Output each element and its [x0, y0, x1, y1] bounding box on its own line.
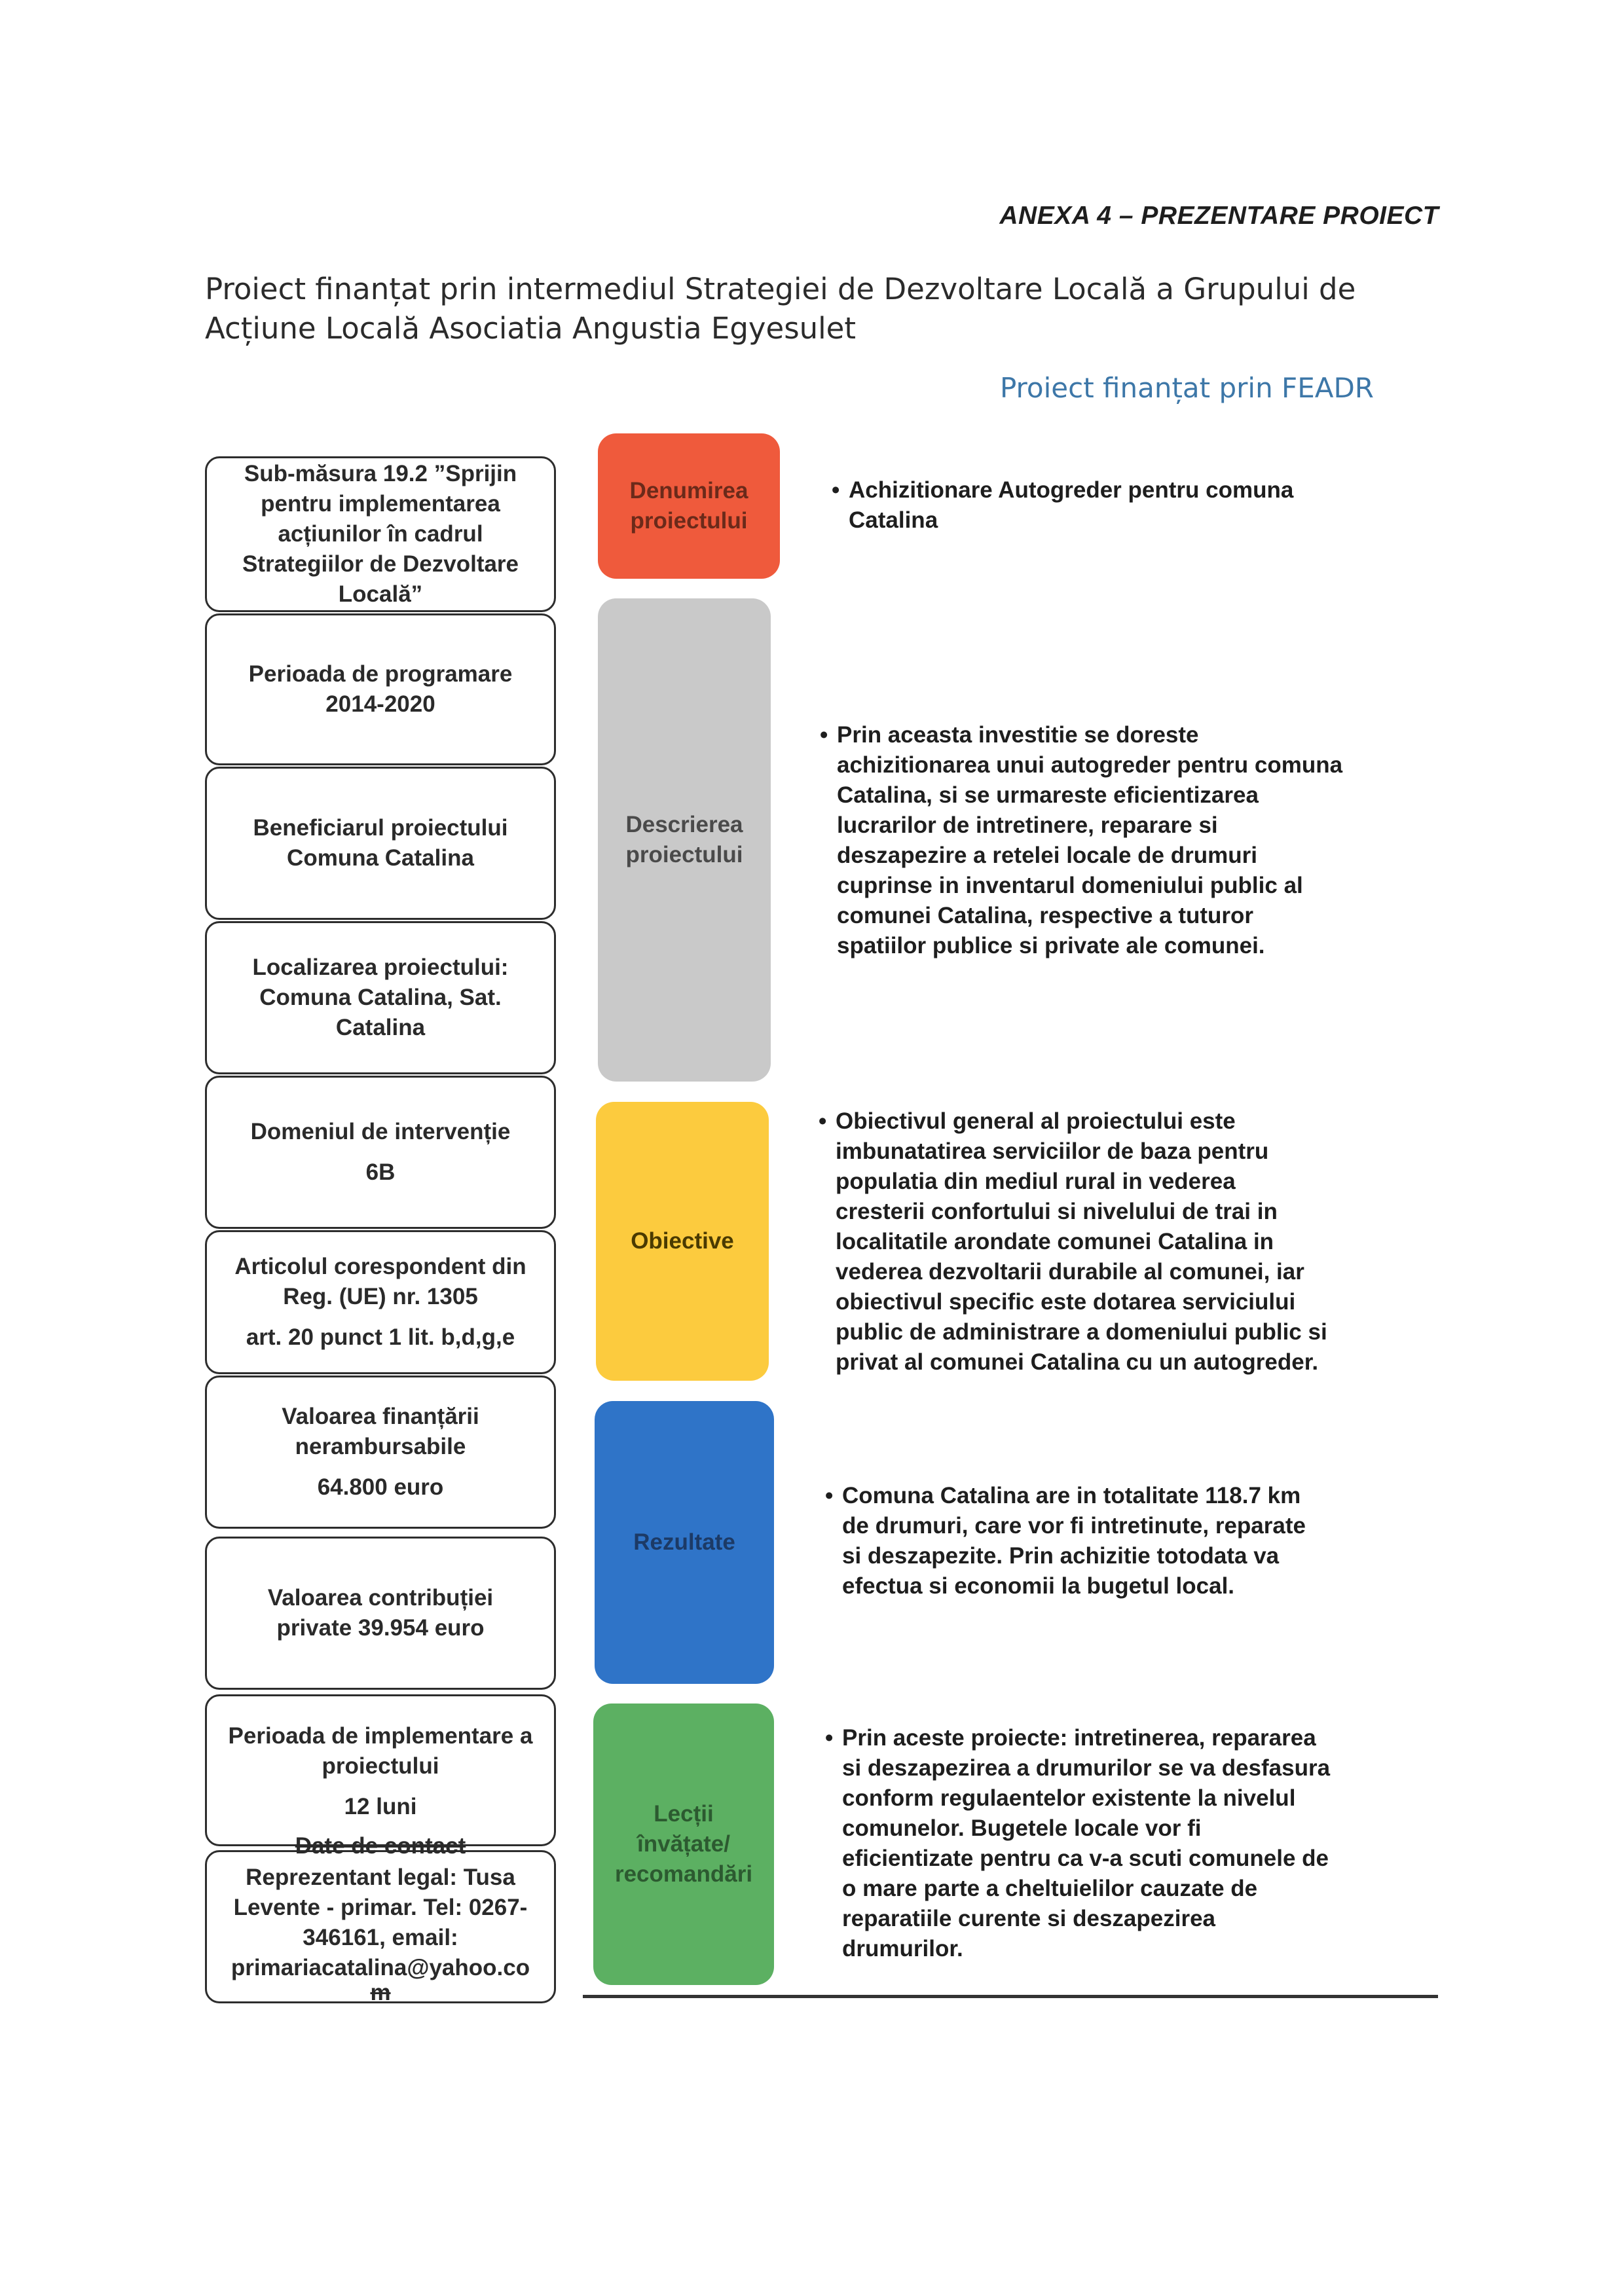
implementation-value: 12 luni	[344, 1794, 417, 1819]
section-lessons-line-2: învățate/	[637, 1831, 730, 1857]
contact-box	[205, 1850, 556, 2003]
description-objectives	[819, 1106, 1425, 1377]
submeasure-line-4: Strategiilor de Dezvoltare	[242, 551, 519, 577]
bottom-rule	[583, 1995, 1438, 1998]
description-line: spatiilor publice si private ale comunei.	[837, 933, 1265, 958]
description-results	[825, 1481, 1431, 1601]
section-name-line-1: Denumirea	[629, 478, 748, 503]
description-line: Catalina	[849, 507, 938, 533]
contact-title: Date de contact	[295, 1833, 466, 1859]
implementation-period-box	[205, 1694, 556, 1846]
description-line: obiectivul specific este dotarea serviciului	[836, 1289, 1296, 1315]
section-objectives-label: Obiective	[631, 1228, 734, 1254]
section-lessons-box	[593, 1704, 774, 1985]
article-value: art. 20 punct 1 lit. b,d,g,e	[246, 1324, 515, 1350]
document-title: Proiect finanțat prin intermediul Strategiei de Dezvoltare Locală a Grupului de Acțiune Locală Asociatia Angustia Egyesulet	[205, 272, 1356, 346]
description-line: Prin aceste proiecte: intretinerea, repararea	[842, 1725, 1316, 1751]
annex-label: ANEXA 4 – PREZENTARE PROIECT	[999, 202, 1439, 230]
beneficiary-value: Comuna Catalina	[287, 845, 474, 871]
section-results-box	[595, 1401, 774, 1684]
section-name-box	[598, 433, 780, 579]
bullet-icon: •	[819, 1108, 827, 1134]
private-contribution-box	[205, 1537, 556, 1690]
submeasure-line-2: pentru implementarea	[261, 491, 500, 517]
description-name	[832, 475, 1425, 536]
submeasure-box	[205, 456, 556, 612]
intervention-domain-label: Domeniul de intervenție	[250, 1119, 511, 1144]
description-line: o mare parte a cheltuielilor cauzate de	[842, 1876, 1258, 1901]
intervention-domain-value: 6B	[365, 1159, 396, 1185]
description-line: reparatiile curente si deszapezirea	[842, 1906, 1215, 1931]
grant-value-box	[205, 1376, 556, 1529]
description-description	[820, 720, 1426, 961]
description-line: privat al comunei Catalina cu un autogreder.	[836, 1349, 1319, 1375]
article-label-2: Reg. (UE) nr. 1305	[283, 1284, 478, 1309]
grant-label-2: nerambursabile	[295, 1434, 466, 1459]
description-line: Achizitionare Autogreder pentru comuna	[849, 477, 1294, 503]
submeasure-line-5: Locală”	[338, 581, 423, 607]
section-description-line-2: proiectului	[625, 842, 743, 867]
funding-source: Proiect finanțat prin FEADR	[999, 372, 1374, 404]
description-line: Comuna Catalina are in totalitate 118.7 km	[842, 1483, 1301, 1508]
section-lessons-line-3: recomandări	[614, 1861, 753, 1887]
description-line: cuprinse in inventarul domeniului public al	[837, 873, 1303, 898]
description-line: si deszapezite. Prin achizitie totodata va	[842, 1543, 1280, 1569]
description-line: drumurilor.	[842, 1936, 963, 1961]
location-box	[205, 921, 556, 1074]
article-label-1: Articolul corespondent din	[234, 1254, 526, 1279]
description-line: conform regulaentelor existente la nivelul	[842, 1785, 1296, 1811]
description-line: lucrarilor de intretinere, reparare si	[837, 812, 1218, 838]
contact-line-3: 346161, email:	[303, 1925, 458, 1950]
description-line: achizitionarea unui autogreder pentru comuna	[837, 752, 1343, 778]
section-description-box	[598, 598, 771, 1082]
description-lessons	[825, 1723, 1431, 1964]
programming-period-box	[205, 613, 556, 765]
description-line: public de administrare a domeniului public si	[836, 1319, 1327, 1345]
location-value-1: Comuna Catalina, Sat.	[259, 985, 502, 1010]
description-line: si deszapezirea a drumurilor se va desfasura	[842, 1755, 1331, 1781]
contact-line-2: Levente - primar. Tel: 0267-	[233, 1895, 528, 1920]
description-line: populatia din mediul rural in vederea	[836, 1169, 1236, 1194]
bullet-icon: •	[820, 722, 828, 748]
implementation-label-1: Perioada de implementare a	[228, 1723, 533, 1749]
description-line: comunei Catalina, respective a tuturor	[837, 903, 1254, 928]
description-line: de drumuri, care vor fi intretinute, reparate	[842, 1513, 1306, 1539]
description-line: deszapezire a retelei locale de drumuri	[837, 843, 1257, 868]
grant-label-1: Valoarea finanțării	[282, 1404, 479, 1429]
description-line: Prin aceasta investitie se doreste	[837, 722, 1199, 748]
private-contribution-value: private 39.954 euro	[276, 1615, 485, 1641]
bullet-icon: •	[825, 1725, 834, 1751]
programming-period-label: Perioada de programare	[248, 661, 513, 687]
beneficiary-box	[205, 767, 556, 920]
section-lessons-line-1: Lecții	[654, 1801, 714, 1827]
section-objectives-box	[596, 1102, 769, 1381]
description-line: localitatile arondate comunei Catalina in	[836, 1229, 1274, 1254]
implementation-label-2: proiectului	[322, 1753, 439, 1779]
section-results-label: Rezultate	[633, 1529, 735, 1555]
beneficiary-label: Beneficiarul proiectului	[253, 815, 508, 841]
description-line: eficientizate pentru ca v-a scuti comunele de	[842, 1846, 1329, 1871]
description-line: efectua si economii la bugetul local.	[842, 1573, 1235, 1599]
section-name-line-2: proiectului	[630, 508, 748, 534]
intervention-domain-box	[205, 1076, 556, 1229]
grant-value: 64.800 euro	[317, 1474, 444, 1500]
description-line: Catalina, si se urmareste eficientizarea	[837, 782, 1259, 808]
article-box	[205, 1230, 556, 1374]
description-line: Obiectivul general al proiectului este	[836, 1108, 1236, 1134]
programming-period-value: 2014-2020	[325, 691, 435, 717]
contact-email: primariacatalina@yahoo.co	[231, 1955, 530, 1980]
private-contribution-label: Valoarea contribuției	[267, 1585, 494, 1611]
contact-email-end: m	[370, 1980, 391, 2005]
submeasure-line-1: Sub-măsura 19.2 ”Sprijin	[244, 461, 517, 486]
location-label: Localizarea proiectului:	[252, 955, 509, 980]
section-description-line-1: Descrierea	[625, 812, 743, 837]
contact-line-1: Reprezentant legal: Tusa	[246, 1865, 515, 1890]
description-line: imbunatatirea serviciilor de baza pentru	[836, 1139, 1269, 1164]
description-line: comunelor. Bugetele locale vor fi	[842, 1815, 1202, 1841]
description-line: vederea dezvoltarii durabile al comunei, iar	[836, 1259, 1304, 1285]
location-value-2: Catalina	[335, 1015, 426, 1040]
bullet-icon: •	[832, 477, 840, 503]
submeasure-line-3: acțiunilor în cadrul	[278, 521, 483, 547]
description-line: cresterii confortului si nivelului de trai in	[836, 1199, 1278, 1224]
bullet-icon: •	[825, 1483, 834, 1508]
